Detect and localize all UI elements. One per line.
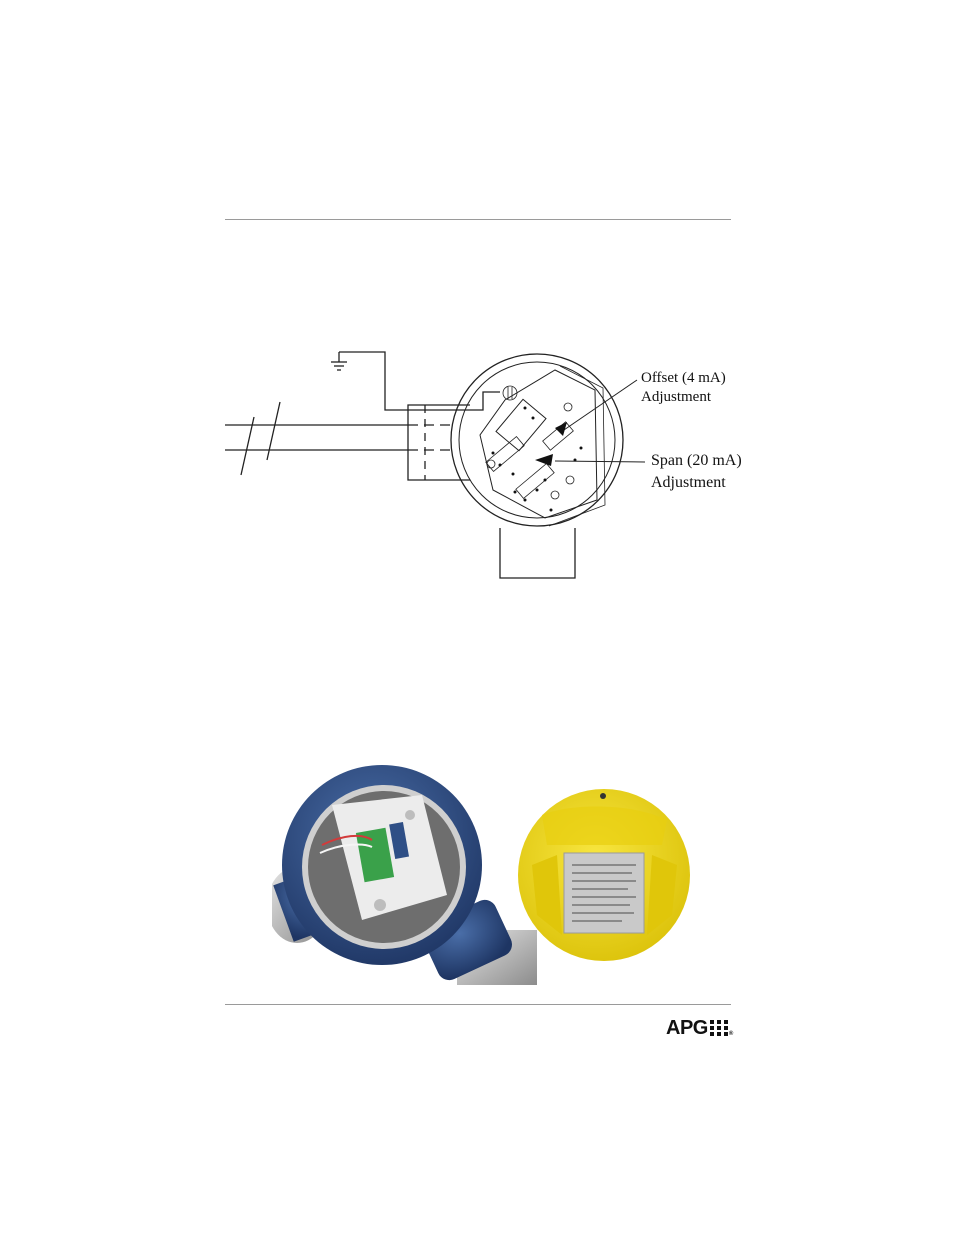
span-label-line2: Adjustment [651,474,726,491]
apg-logo [666,1016,733,1040]
span-adjustment-label [651,450,742,494]
product-photo [272,765,702,985]
wiring-diagram [225,340,645,585]
bottom-divider [225,1004,731,1005]
offset-label-line1: Offset (4 mA) [641,370,726,386]
span-label-line1: Span (20 mA) [651,452,742,469]
offset-adjustment-label [641,369,726,407]
logo-text: APG [666,1016,708,1039]
offset-label-line2: Adjustment [641,389,711,405]
yellow-cap [518,789,690,961]
logo-grid-icon [710,1020,728,1036]
ground-icon [331,352,347,370]
top-divider [225,219,731,220]
registered-mark: ® [728,1031,733,1037]
transmitter-housing [272,765,537,985]
